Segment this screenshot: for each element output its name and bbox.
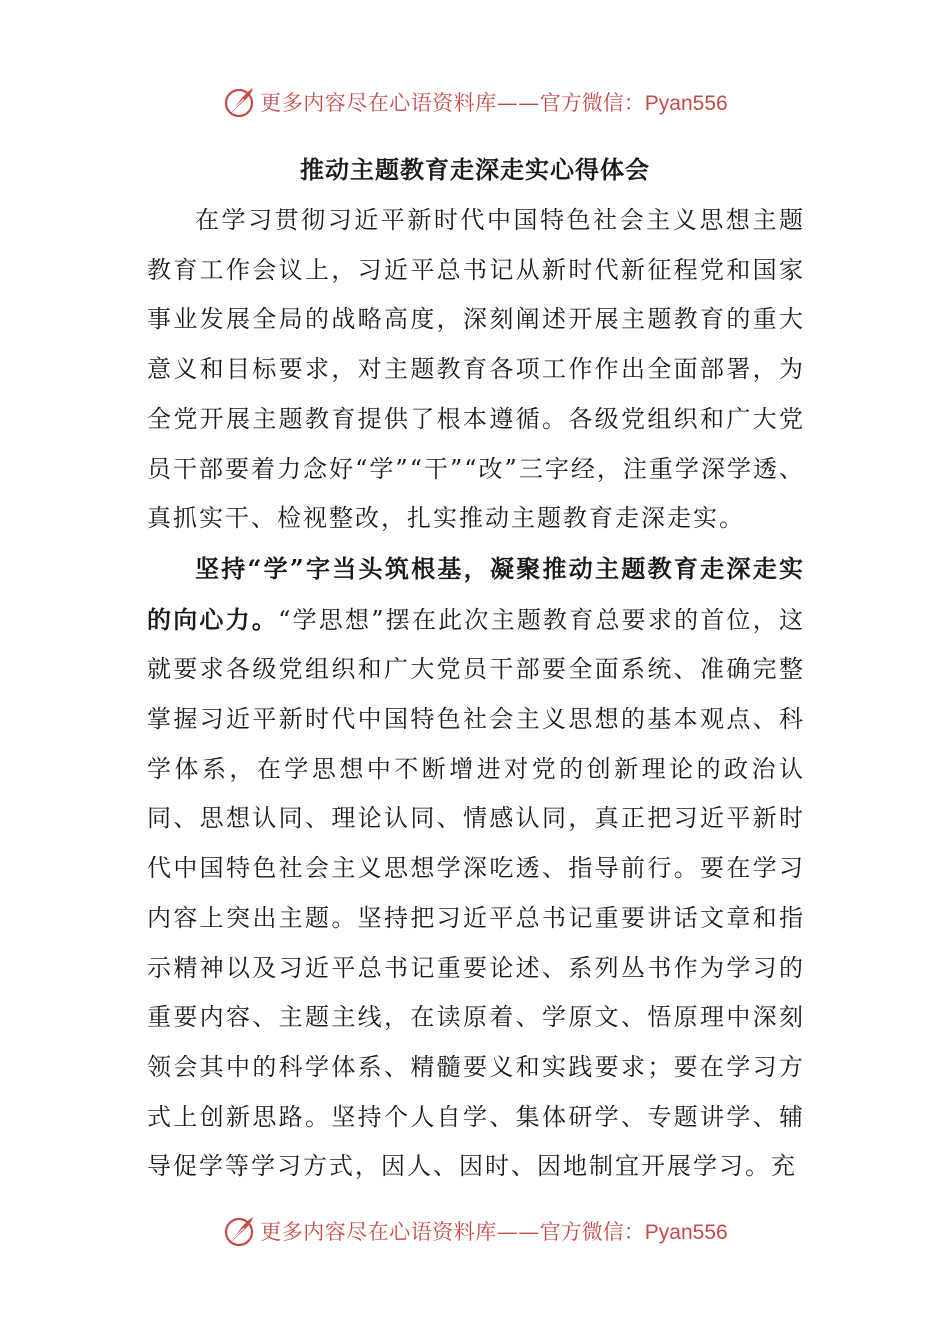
paragraph-text: 在学习贯彻习近平新时代中国特色社会主义思想主题教育工作会议上，习近平总书记从新时代新征程党和国家事业发展全局的战略高度，深刻阐述开展主题教育的重大意义和目标要求，对主题教育各项工作作出全面部署，为全党开展主题教育提供了根本遵循。各级党组织和广大党员干部要着力念好“学”“干”“改”三字经，注重学深学透、真抓实干、检视整改，扎实推动主题教育走深走实。 — [147, 206, 805, 533]
quill-pen-logo-icon — [222, 85, 256, 119]
paragraph-text: “学思想”摆在此次主题教育总要求的首位，这就要求各级党组织和广大党员干部要全面系统、准确完整掌握习近平新时代中国特色社会主义思想的基本观点、科学体系，在学思想中不断增进对党的创新理论的政治认同、思想认同、理论认同、情感认同，真正把习近平新时代中国特色社会主义思想学深吃透、指导前行。要在学习内容上突出主题。坚持把习近平总书记重要讲话文章和指示精神以及习近平总书记重要论述、系列丛书作为学习的重要内容、主题主线，在读原着、学原文、悟原理中深刻领会其中的科学体系、精髓要义和实践要求；要在学习方式上创新思路。坚持个人自学、集体研学、专题讲学、辅导促学等学习方式，因人、因时、因地制宜开展学习。充 — [147, 605, 805, 1181]
paragraph-intro — [147, 196, 805, 544]
banner-wechat-id: 官方微信：Pyan556 — [539, 1221, 728, 1244]
paragraph-study-first — [147, 544, 805, 1192]
banner-tagline: 更多内容尽在心语资料库—— — [260, 91, 540, 115]
header-banner — [0, 82, 950, 122]
document-body — [147, 196, 805, 1192]
quill-pen-logo-icon — [222, 1214, 256, 1248]
footer-banner — [0, 1211, 950, 1251]
banner-wechat-id: 官方微信：Pyan556 — [539, 92, 728, 115]
document-title: 推动主题教育走深走实心得体会 — [300, 155, 650, 184]
paragraph-lead-heading: 坚持“学”字当头筑根基，凝聚推动主题教育走深走实的向心力。 — [147, 553, 805, 634]
banner-tagline: 更多内容尽在心语资料库—— — [260, 1220, 540, 1244]
